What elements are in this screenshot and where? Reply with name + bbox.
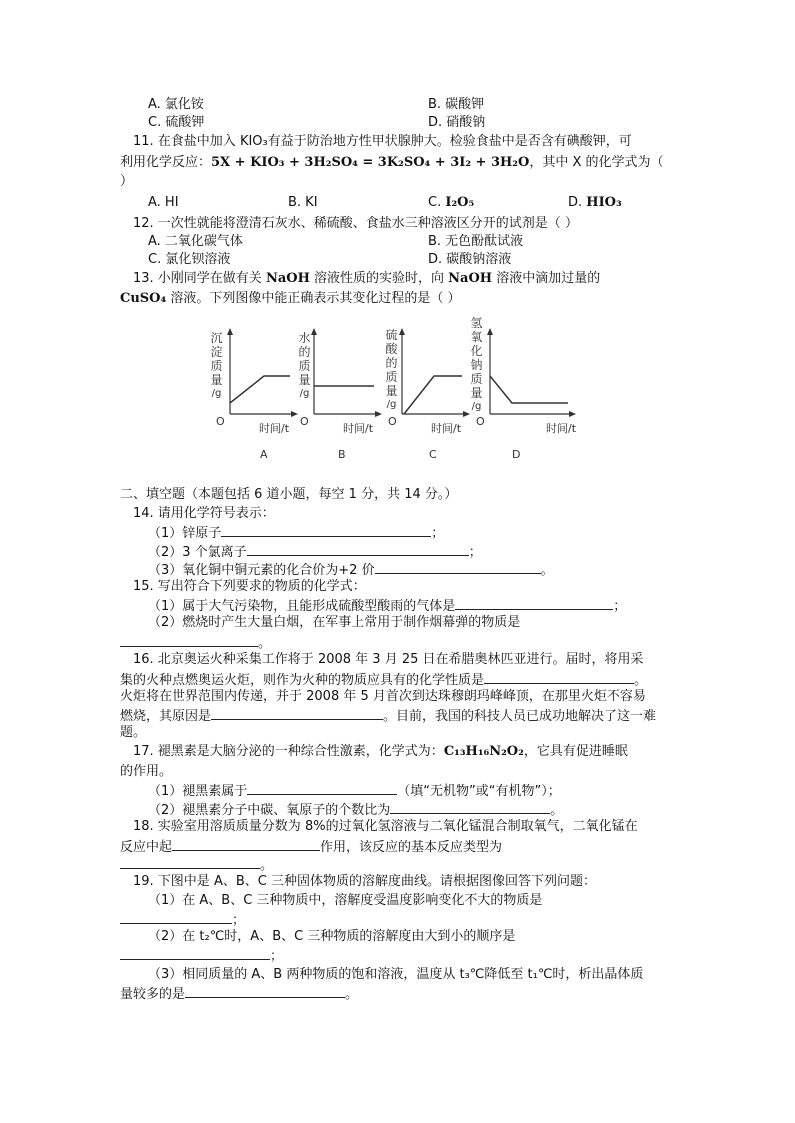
q19-part3-line2: 量较多的是 。 <box>120 984 358 1003</box>
q17-part1: （1）褪黑素属于 （填“无机物”或“有机物”）； <box>148 781 561 800</box>
graph-c-curve <box>404 376 462 414</box>
graph-ylabel-char: 水 <box>298 331 311 345</box>
graph-b-xlabel: 时间/t <box>343 422 374 435</box>
q12-option-a: A. 二氧化碳气体 <box>148 234 243 249</box>
graph-a-curve <box>230 376 290 403</box>
graph-d <box>476 328 584 468</box>
q15-blank2[interactable] <box>120 633 258 647</box>
graph-c-letter: C <box>429 448 437 461</box>
q12-stem: 12. 一次性就能将澄清石灰水、稀硫酸、食盐水三种溶液区分开的试剂是（ ） <box>133 216 578 231</box>
q19-blank2[interactable] <box>120 946 270 960</box>
graph-ylabel-char: 量 <box>210 373 223 387</box>
q17-part2: （2）褪黑素分子中碳、氧原子的个数比为 。 <box>148 800 563 819</box>
graph-ylabel-char: 质 <box>298 359 311 373</box>
q18-line2: 反应中起 作用，该反应的基本反应类型为 <box>120 837 502 856</box>
q19-part2: （2）在 t₂℃时，A、B、C 三种物质的溶解度由大到小的顺序是 <box>148 929 516 944</box>
graph-d-y-arrow <box>487 328 493 335</box>
q10-option-b: B. 碳酸钾 <box>428 97 485 112</box>
graph-c-origin: O <box>388 415 397 428</box>
q19-part1-line2: ； <box>120 910 245 929</box>
q16-blank2[interactable] <box>211 706 383 720</box>
graph-b-origin: O <box>300 415 309 428</box>
graph-ylabel-char: 的 <box>385 356 398 370</box>
q10-option-d: D. 硝酸钠 <box>428 115 486 130</box>
q19-part2-line2: ； <box>120 946 283 965</box>
q16-blank1[interactable] <box>484 670 634 684</box>
q12-option-d: D. 碳酸钠溶液 <box>428 252 512 267</box>
graph-b-y-arrow <box>311 328 317 335</box>
graph-c-y-arrow <box>399 328 405 335</box>
q15-stem: 15. 写出符合下列要求的物质的化学式： <box>133 579 366 594</box>
q14-blank3[interactable] <box>375 560 541 574</box>
graph-d-x-arrow <box>569 411 576 417</box>
q12-option-b: B. 无色酚酞试液 <box>428 234 524 249</box>
q15-part1: （1）属于大气污染物，且能形成硫酸型酸雨的气体是 ； <box>148 596 626 615</box>
graph-ylabel-char: 硫 <box>385 328 398 342</box>
q13-stem-line2: CuSO₄ 溶液。下列图像中能正确表示其变化过程的是（ ） <box>120 291 461 306</box>
q11-stem-line2: 利用化学反应：5X + KIO₃ + 3H₂SO₄ = 3K₂SO₄ + 3I₂ + 3H₂O，其中 X 的化学式为（ <box>120 155 664 170</box>
graph-ylabel-char: 的 <box>298 345 311 359</box>
q11-stem-line1: 11. 在食盐中加入 KIO₃有益于防治地方性甲状腺肿大。检验食盐中是否含有碘酸钾，可 <box>133 134 632 149</box>
graph-d-curve <box>490 376 568 403</box>
q11-stem-line3: ） <box>120 174 134 189</box>
q17-blank1[interactable] <box>247 781 397 795</box>
q12-option-c: C. 氯化钡溶液 <box>148 252 231 267</box>
q18-blank1[interactable] <box>172 837 320 851</box>
graph-ylabel-char: 质 <box>210 359 223 373</box>
q11-option-a: A. HI <box>148 195 179 210</box>
graph-d-letter: D <box>512 448 521 461</box>
graph-ylabel-char: 量 <box>385 384 398 398</box>
q18-line3: 。 <box>120 855 273 874</box>
q18-blank2[interactable] <box>120 855 260 869</box>
graph-ylabel-char: /g <box>299 388 310 399</box>
graph-c <box>388 328 476 468</box>
graph-ylabel-char: 量 <box>470 386 483 400</box>
q10-option-a: A. 氯化铵 <box>148 97 204 112</box>
q17-formula: C₁₃H₁₆N₂O₂ <box>443 744 524 759</box>
q19-blank3[interactable] <box>185 984 345 998</box>
graph-ylabel-char: 沉 <box>210 331 223 345</box>
q18-line1: 18. 实验室用溶质质量分数为 8%的过氧化氢溶液与二氧化锰混合制取氧气，二氧化锰在 <box>133 819 638 834</box>
graph-b-x-arrow <box>375 411 382 417</box>
graph-ylabel-char: 氢 <box>470 316 483 330</box>
q19-stem: 19. 下图中是 A、B、C 三种固体物质的溶解度曲线。请根据图像回答下列问题： <box>133 874 596 889</box>
graph-ylabel-char: 质 <box>470 372 483 386</box>
graph-ylabel-char: 质 <box>385 370 398 384</box>
q14-blank1[interactable] <box>221 523 431 537</box>
q19-part1: （1）在 A、B、C 三种物质中，溶解度受温度影响变化不大的物质是 <box>148 893 543 908</box>
q19-part3: （3）相同质量的 A、B 两种物质的饱和溶液，温度从 t₃℃降低至 t₁℃时，析出晶体质 <box>148 967 644 982</box>
q13-stem-line1: 13. 小刚同学在做有关 NaOH 溶液性质的实验时，向 NaOH 溶液中滴加过量的 <box>133 271 601 286</box>
graph-a-origin: O <box>216 415 225 428</box>
graph-ylabel-char: /g <box>211 388 222 399</box>
q16-line1: 16. 北京奥运火种采集工作将于 2008 年 3 月 25 日在希腊奥林匹亚进行。届时，将用采 <box>133 652 644 667</box>
q10-option-c: C. 硫酸钾 <box>148 115 205 130</box>
q11-equation: 5X + KIO₃ + 3H₂SO₄ = 3K₂SO₄ + 3I₂ + 3H₂O <box>211 155 530 170</box>
graph-ylabel-char: /g <box>471 401 482 412</box>
q16-line2: 集的火种点燃奥运火炬，则作为火种的物质应具有的化学性质是 。 <box>120 670 647 689</box>
graph-c-xlabel: 时间/t <box>431 422 462 435</box>
q16-line3: 火炬将在世界范围内传递，并于 2008 年 5 月首次到达珠穆朗玛峰峰顶，在那里火炬不容易 <box>120 689 646 704</box>
q16-line4: 燃烧，其原因是 。目前，我国的科技人员已成功地解决了这一难 <box>120 706 656 725</box>
q14-stem: 14. 请用化学符号表示： <box>133 506 275 521</box>
q15-blank1[interactable] <box>455 596 613 610</box>
graph-d-xlabel: 时间/t <box>546 422 577 435</box>
graph-c-x-arrow <box>463 411 470 417</box>
graph-b <box>300 328 388 468</box>
q17-blank2[interactable] <box>390 800 550 814</box>
q11-option-d: D. HIO₃ <box>568 195 622 210</box>
graph-d-ylabel <box>470 316 483 414</box>
graph-ylabel-char: 淀 <box>210 345 223 359</box>
graph-a-x-arrow <box>291 411 298 417</box>
graph-ylabel-char: 钠 <box>470 358 483 372</box>
graph-a-y-arrow <box>227 328 233 335</box>
q16-line5: 题。 <box>120 725 147 740</box>
section-title: 二、填空题（本题包括 6 道小题，每空 1 分，共 14 分。） <box>120 487 458 502</box>
graph-b-letter: B <box>338 448 346 461</box>
graph-a-letter: A <box>260 448 268 461</box>
graph-ylabel-char: 氧 <box>470 330 483 344</box>
q11-option-c: C. I₂O₅ <box>428 195 475 210</box>
graph-d-origin: O <box>476 415 485 428</box>
q15-part2-line2: 。 <box>120 633 271 652</box>
q15-part2: （2）燃烧时产生大量白烟，在军事上常用于制作烟幕弹的物质是 <box>148 615 521 630</box>
q14-blank2[interactable] <box>247 542 469 556</box>
graph-ylabel-char: /g <box>386 399 397 410</box>
q14-part1: （1）锌原子 ； <box>148 523 444 542</box>
q17-line2: 的作用。 <box>120 764 173 779</box>
graph-ylabel-char: 化 <box>470 344 483 358</box>
q14-part3: （3）氧化铜中铜元素的化合价为+2 价 。 <box>148 560 554 579</box>
graph-ylabel-char: 量 <box>298 373 311 387</box>
q17-line1: 17. 褪黑素是大脑分泌的一种综合性激素，化学式为：C₁₃H₁₆N₂O₂，它具有促进睡眠 <box>133 744 628 759</box>
graph-ylabel-char: 酸 <box>385 342 398 356</box>
graph-a-ylabel <box>210 331 223 401</box>
q11-option-b: B. KI <box>288 195 318 210</box>
graph-a <box>216 328 304 468</box>
graph-a-xlabel: 时间/t <box>259 422 290 435</box>
q19-blank1[interactable] <box>120 910 232 924</box>
q14-part2: （2）3 个氯离子 ； <box>148 542 482 561</box>
